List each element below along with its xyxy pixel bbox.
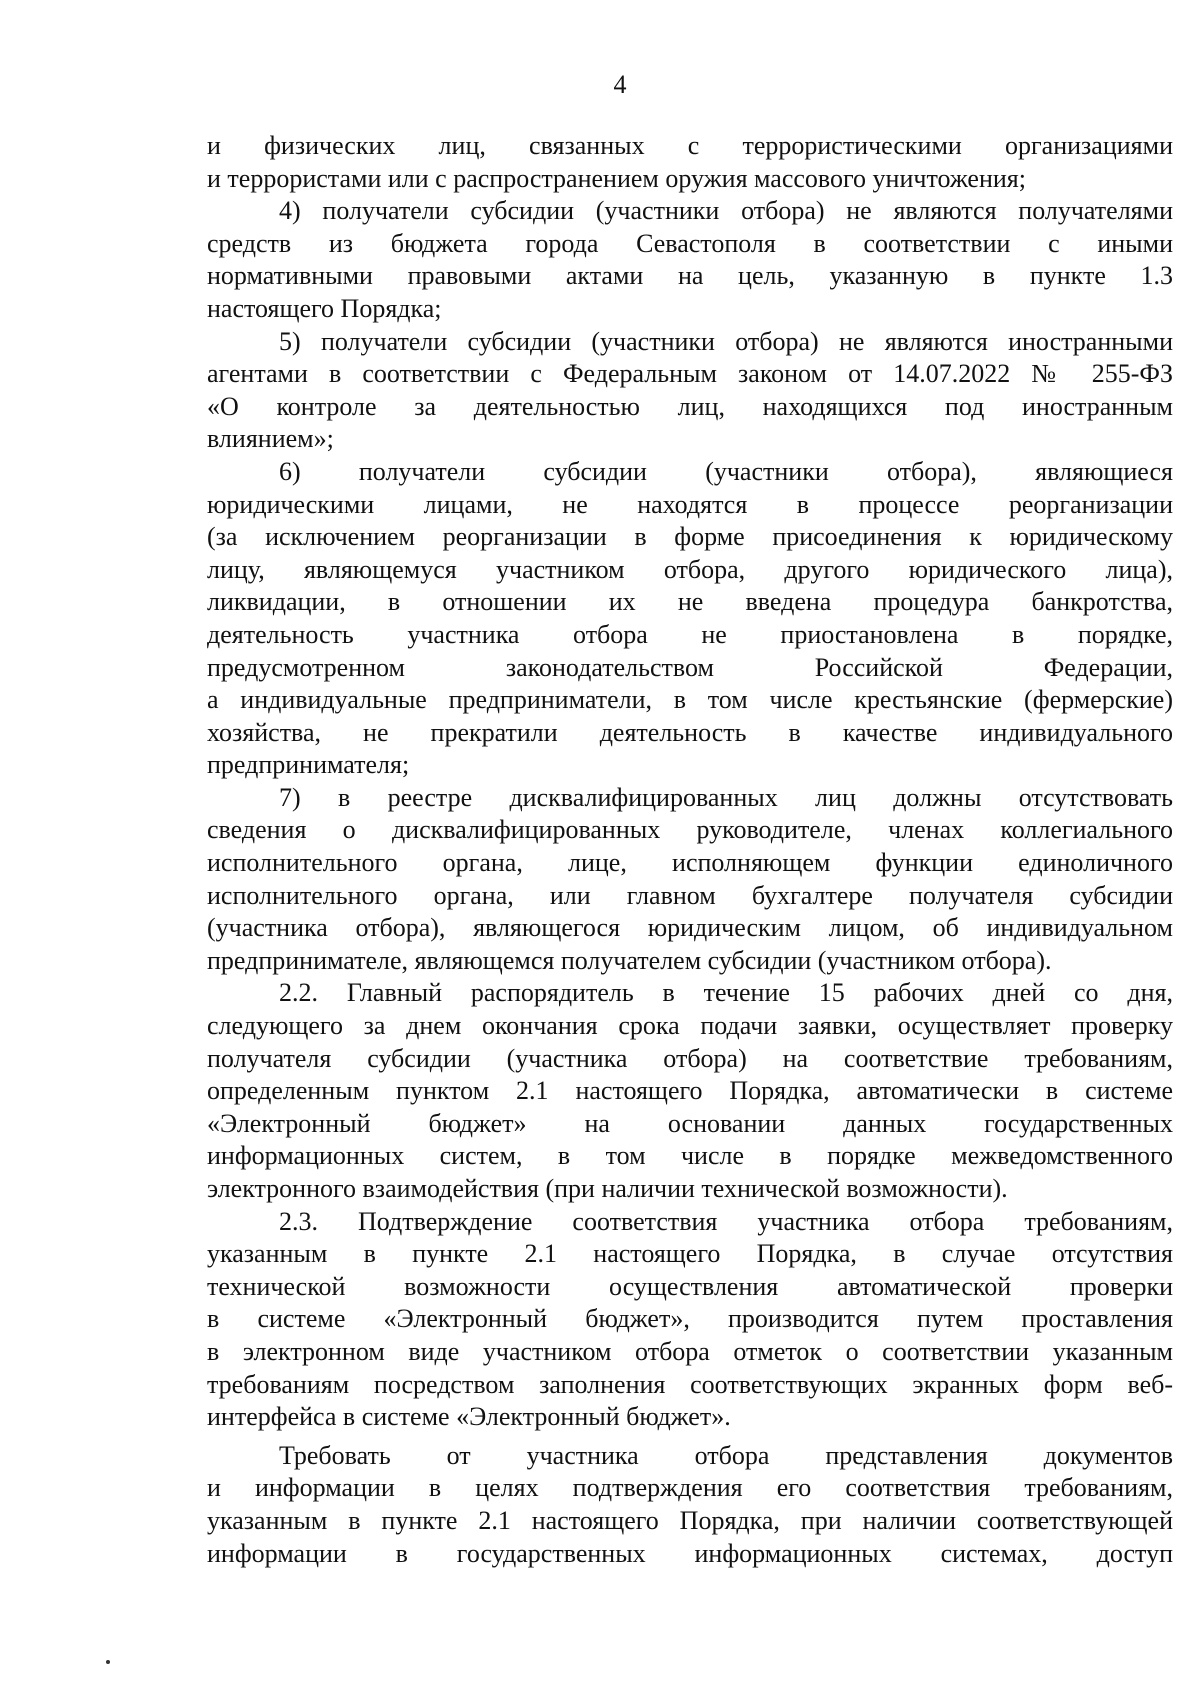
- text-line: 7) в реестре дисквалифицированных лиц должны отсутствовать: [279, 782, 1173, 812]
- text-line: «Электронный бюджет» на основании данных государственных: [207, 1108, 1173, 1138]
- text-line: 4) получатели субсидии (участники отбора) не являются получателями: [279, 196, 1173, 226]
- text-line: предпринимателя;: [207, 750, 410, 780]
- text-line: в электронном виде участником отбора отметок о соответствии указанным: [207, 1336, 1173, 1366]
- text-line: информационных систем, в том числе в порядке межведомственного: [207, 1141, 1173, 1171]
- text-line: предусмотренном законодательством Российской Федерации,: [207, 652, 1173, 682]
- text-line: влиянием»;: [207, 424, 334, 454]
- text-line: 5) получатели субсидии (участники отбора) не являются иностранными: [279, 326, 1173, 356]
- document-body: [207, 130, 1173, 1570]
- text-line: электронного взаимодействия (при наличии технической возможности).: [207, 1174, 1008, 1203]
- text-line: технической возможности осуществления автоматической проверки: [207, 1271, 1173, 1301]
- text-line: настоящего Порядка;: [207, 293, 442, 323]
- text-line: лицу, являющемуся участником отбора, другого юридического лица),: [207, 554, 1173, 584]
- text-line: и физических лиц, связанных с террористическими организациями: [207, 131, 1173, 160]
- text-line: 2.3. Подтверждение соответствия участника отбора требованиям,: [279, 1206, 1173, 1236]
- scan-speck: [106, 1660, 110, 1664]
- text-line: «О контроле за деятельностью лиц, находящихся под иностранным: [207, 391, 1173, 421]
- text-line: нормативными правовыми актами на цель, указанную в пункте 1.3: [207, 261, 1173, 291]
- text-line: юридическими лицами, не находятся в процессе реорганизации: [207, 489, 1173, 519]
- text-line: деятельность участника отбора не приостановлена в порядке,: [207, 619, 1173, 649]
- text-line: предпринимателе, являющемся получателем субсидии (участником отбора).: [207, 945, 1052, 975]
- text-line: исполнительного органа, или главном бухгалтере получателя субсидии: [207, 880, 1173, 910]
- text-line: требованиям посредством заполнения соответствующих экранных форм веб-: [207, 1369, 1173, 1399]
- text-line: информации в государственных информационных системах, доступ: [207, 1538, 1173, 1568]
- text-line: средств из бюджета города Севастополя в соответствии с иными: [207, 228, 1173, 258]
- text-line: следующего за днем окончания срока подачи заявки, осуществляет проверку: [207, 1011, 1173, 1041]
- text-line: сведения о дисквалифицированных руководителе, членах коллегиального: [207, 815, 1173, 845]
- text-line: получателя субсидии (участника отбора) на соответствие требованиям,: [207, 1043, 1173, 1073]
- text-line: и информации в целях подтверждения его соответствия требованиям,: [207, 1473, 1173, 1503]
- text-line: определенным пунктом 2.1 настоящего Порядка, автоматически в системе: [207, 1076, 1173, 1106]
- text-line: 2.2. Главный распорядитель в течение 15 рабочих дней со дня,: [279, 978, 1173, 1008]
- text-line: ликвидации, в отношении их не введена процедура банкротства,: [207, 587, 1173, 617]
- text-line: (за исключением реорганизации в форме присоединения к юридическому: [207, 522, 1173, 552]
- text-line: интерфейса в системе «Электронный бюджет».: [207, 1402, 731, 1432]
- text-line: 6) получатели субсидии (участники отбора), являющиеся: [279, 456, 1173, 486]
- text-line: указанным в пункте 2.1 настоящего Порядка, в случае отсутствия: [207, 1239, 1173, 1269]
- text-line: исполнительного органа, лице, исполняющем функции единоличного: [207, 848, 1173, 878]
- text-line: и террористами или с распространением оружия массового уничтожения;: [207, 163, 1026, 193]
- text-line: в системе «Электронный бюджет», производится путем проставления: [207, 1304, 1173, 1334]
- page-number: 4: [613, 70, 627, 99]
- text-line: Требовать от участника отбора представления документов: [279, 1440, 1173, 1470]
- text-line: а индивидуальные предприниматели, в том числе крестьянские (фермерские): [207, 685, 1173, 715]
- text-line: указанным в пункте 2.1 настоящего Порядка, при наличии соответствующей: [207, 1505, 1173, 1535]
- text-line: (участника отбора), являющегося юридическим лицом, об индивидуальном: [207, 913, 1173, 943]
- text-line: агентами в соответствии с Федеральным законом от 14.07.2022 № 255-ФЗ: [207, 359, 1173, 389]
- text-line: хозяйства, не прекратили деятельность в качестве индивидуального: [207, 717, 1173, 747]
